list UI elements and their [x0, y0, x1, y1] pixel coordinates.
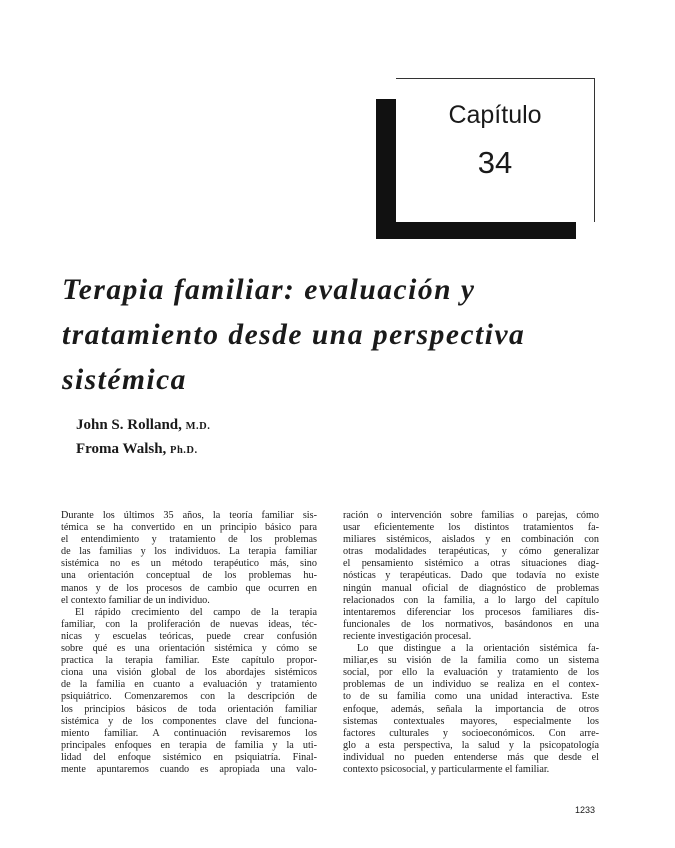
- text-line: ciona una visión global de los abordajes sistémicos: [61, 667, 317, 679]
- text-line: intentaremos diferenciar los procesos familiares dis-: [343, 606, 599, 618]
- text-line: el entendimiento y tratamiento de los problemas: [61, 534, 317, 546]
- text-line: practica la terapia familiar. Este capítulo propor-: [61, 655, 317, 667]
- text-line: lidad del enfoque sistémico en psiquiatría. Final-: [61, 751, 317, 763]
- text-line: miliares sistémicos, aislados y en combinación con: [343, 534, 599, 546]
- text-line: nicas y escuelas teóricas, puede crear confusión: [61, 630, 317, 642]
- chapter-frame-bottom-bar: [376, 222, 576, 239]
- text-line: enfoque, además, señala la importancia de otros: [343, 703, 599, 715]
- text-line: individual no pueden entenderse más que desde el: [343, 751, 599, 763]
- chapter-frame-right-line: [594, 78, 595, 222]
- text-line: miliar,es su visión de la familia como un sistema: [343, 655, 599, 667]
- text-line: el pensamiento sistémico a otras situaciones diag-: [343, 558, 599, 570]
- chapter-title-line: Terapia familiar: evaluación y: [62, 274, 476, 306]
- text-line: Lo que distingue a la orientación sistémica fa-: [357, 643, 599, 655]
- text-line: de las familias y los individuos. La terapia familiar: [61, 546, 317, 558]
- text-line: el contexto familiar de un individuo.: [61, 594, 210, 606]
- chapter-title-line: sistémica: [62, 364, 187, 396]
- text-line: psiquiátrico. Comenzaremos con la descripción de: [61, 691, 317, 703]
- text-line: funcionales de los normativos, basándonos en una: [343, 618, 599, 630]
- text-line: sistémica y de los componentes clave del funciona-: [61, 715, 317, 727]
- text-line: otras modalidades terapéuticas, y cómo generalizar: [343, 546, 599, 558]
- body-column-right: [343, 510, 599, 776]
- page-number: 1233: [574, 805, 595, 815]
- text-line: reciente investigación procesal.: [343, 630, 472, 642]
- text-line: ración o intervención sobre familias o parejas, cómo: [343, 510, 599, 521]
- author: [76, 414, 210, 438]
- text-line: factores culturales y socioeconómicos. Con arre-: [343, 727, 599, 739]
- text-line: manos y de los procesos de cambio que ocurren en: [61, 582, 317, 594]
- text-line: nósticas y terapéuticas. Dado que todavía no existe: [343, 570, 599, 582]
- text-line: témica se ha convertido en un principio básico para: [61, 522, 317, 534]
- author-degree: M.D.: [185, 421, 211, 432]
- text-line: los principios básicos de toda orientación familiar: [61, 703, 317, 715]
- text-line: sistemas contextuales mayores, especialmente los: [343, 715, 599, 727]
- text-line: una orientación conceptual de los problemas hu-: [61, 570, 317, 582]
- text-line: sistémica no es un método terapéutico más, sino: [61, 558, 317, 570]
- text-line: social, por ello la evaluación y tratamiento de los: [343, 667, 599, 679]
- text-line: familiar, con la proliferación de nuevas ideas, téc-: [61, 618, 317, 630]
- text-line: sobre qué es una orientación sistémica y cómo se: [61, 643, 317, 655]
- text-line: principales enfoques en terapia de familia y la uti-: [61, 739, 317, 751]
- chapter-label: Capítulo: [448, 101, 542, 129]
- text-line: usar eficientemente los distintos tratamientos fa-: [343, 522, 599, 534]
- author-list: [76, 414, 210, 462]
- author-name: Froma Walsh,: [76, 441, 167, 457]
- text-line: problemas de un individuo se realiza en el contex-: [343, 679, 599, 691]
- author: [76, 438, 210, 462]
- author-name: John S. Rolland,: [76, 417, 182, 433]
- text-line: de la familia en cuanto a evaluación y tratamiento: [61, 679, 317, 691]
- text-line: miento familiar. A continuación revisaremos los: [61, 727, 317, 739]
- author-degree: Ph.D.: [170, 445, 198, 456]
- text-line: Durante los últimos 35 años, la teoría familiar sis-: [61, 510, 317, 521]
- chapter-frame-left-bar: [376, 99, 396, 239]
- body-column-left: [61, 510, 317, 776]
- text-line: mente apuntaremos cuando es apropiada una valo-: [61, 763, 317, 775]
- chapter-frame-top-line: [396, 78, 594, 79]
- text-line: glo a esta perspectiva, la salud y la psicopatología: [343, 739, 599, 751]
- chapter-number: 34: [477, 145, 513, 180]
- chapter-title: [62, 268, 662, 403]
- chapter-title-line: tratamiento desde una perspectiva: [62, 319, 526, 351]
- text-line: to de su familia como una unidad interactiva. Este: [343, 691, 599, 703]
- text-line: relacionados con la familia, a lo largo del capítulo: [343, 594, 599, 606]
- text-line: ningún manual oficial de diagnóstico de problemas: [343, 582, 599, 594]
- text-line: contexto psicosocial, y particularmente el familiar.: [343, 763, 550, 775]
- text-line: El rápido crecimiento del campo de la terapia: [75, 606, 317, 618]
